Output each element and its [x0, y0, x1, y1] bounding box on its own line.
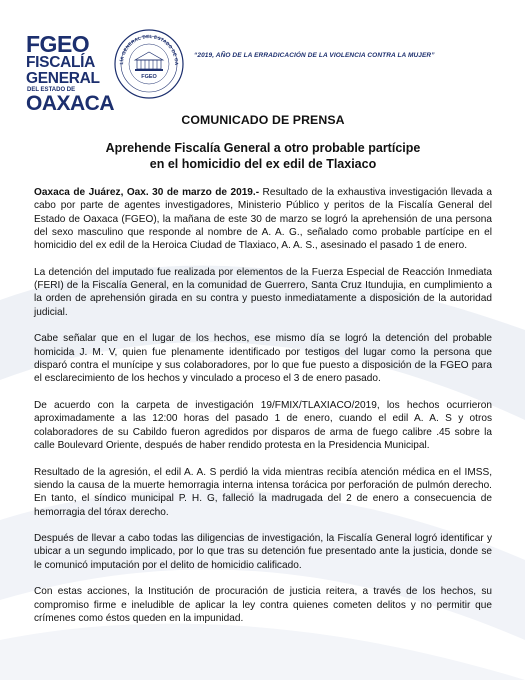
headline-line-2: en el homicidio del ex edil de Tlaxiaco [149, 157, 377, 171]
paragraph-7: Con estas acciones, la Institución de procuración de justicia reitera, a través de los hechos, su compromiso firme e ineludible de aplicar la ley contra quienes cometen delitos y no permitir que crímenes como éstos queden en la impunidad. [34, 586, 492, 625]
seal-text-bottom: FGEO [141, 74, 157, 80]
paragraph-5: Resultado de la agresión, el edil A. A. S perdió la vida mientras recibía atención médica en el IMSS, siendo la causa de la muerte hemorragia interna intensa torácica por perforación de pulmón derecho. En tanto, el síndico municipal P. H. G, falleció la madrugada del 2 de enero a consecuencia de hemorragia del tórax derecho. [34, 466, 492, 518]
logo-line-2: GENERAL [26, 70, 100, 87]
headline [34, 140, 492, 172]
headline-line-1: Aprehende Fiscalía General a otro probable partícipe [105, 141, 421, 155]
paragraph-3: Cabe señalar que en el lugar de los hechos, ese mismo día se logró la detención del probable homicida J. M. V, quien fue plenamente identificado por testigos del lugar como la persona que disparó contra el munícipe y sus colaboradores, por lo que fue puesto a disposición de la FGEO para el esclarecimiento de los hechos y vinculado a proceso el 3 de enero pasado. [34, 333, 492, 385]
press-title: COMUNICADO DE PRENSA [181, 113, 345, 127]
seal-text-top: LÍA GENERAL DEL ESTADO DE OA [118, 33, 180, 66]
paragraph-4: De acuerdo con la carpeta de investigación 19/FMIX/TLAXIACO/2019, los hechos ocurrieron aproximadamente a las 12:00 horas del pasado 1 de enero, cuando el edil A. A. S y otros colaboradores de su Cabildo fueron agredidos por disparos de arma de fuego calibre .45 sobre la calle Boulevard Oriente, después de haber rendido protesta en la Presidencia Municipal. [34, 400, 492, 451]
logo-line-4: OAXACA [26, 92, 115, 115]
logo-abbr [26, 33, 106, 55]
paragraph-1 [34, 186, 492, 252]
logo-line-3: DEL ESTADO DE [27, 87, 76, 93]
fgeo-seal-icon [113, 28, 185, 100]
fgeo-logo [26, 31, 115, 115]
dateline: Oaxaca de Juárez, Oax. 30 de marzo de 2019.- [34, 187, 260, 198]
paragraph-2: La detención del imputado fue realizada por elementos de la Fuerza Especial de Reacción Inmediata (FERI) de la Fiscalía General, en la comunidad de Guerrero, Santa Cruz Itundujia, en cumplimiento a la orden de aprehensión girada en su contra y puesto inmediatamente a disposición de la autoridad judicial. [34, 266, 492, 318]
year-motto: “2019, AÑO DE LA ERRADICACIÓN DE LA VIOLENCIA CONTRA LA MUJER” [194, 52, 435, 59]
logo-line-1: FISCALÍA [26, 54, 96, 71]
press-release-body [34, 113, 492, 639]
logo-abbr-text: FGEO [26, 31, 90, 57]
paragraph-6: Después de llevar a cabo todas las diligencias de investigación, la Fiscalía General logró identificar y ubicar a un segundo implicado, por lo que tras su detención fue presentado ante la justicia, donde se le comunicó imputación por el delito de homicidio calificado. [34, 533, 492, 571]
paragraph-1-text: Resultado de la exhaustiva investigación llevada a cabo por parte de agentes investigadores, Ministerio Público y peritos de la Fiscalía General del Estado de Oaxaca (FGEO), la mañana de este 30 de marzo se logró la aprehensión de una persona del sexo masculino que responde al nombre de A. A. G., señalado como probable partícipe en el homicidio del ex edil de la Heroica Ciudad de Tlaxiaco, A. A. S., asesinado el pasado 1 de enero. [34, 187, 492, 252]
